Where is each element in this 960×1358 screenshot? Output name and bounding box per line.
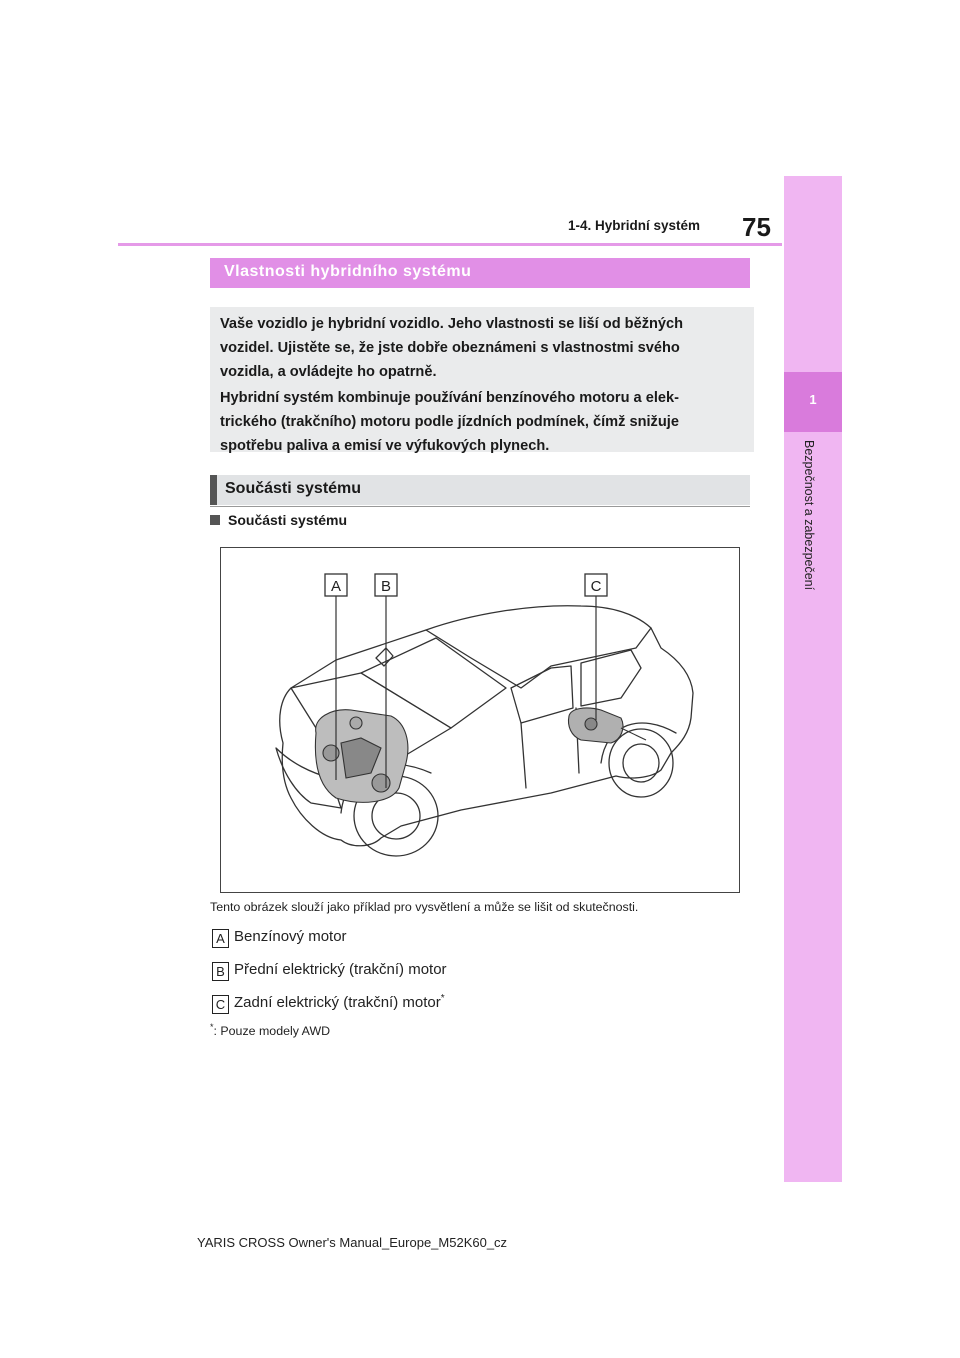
square-bullet-icon [210,515,220,525]
legend-key: B [212,962,229,981]
legend-text: Benzínový motor [234,928,347,945]
legend-item [212,993,445,1013]
intro-line: Hybridní systém kombinuje používání benzínového motoru a elek- [220,390,679,406]
intro-line: spotřebu paliva a emisí ve výfukových plynech. [220,438,550,454]
callout-label-b: B [380,578,392,595]
main-heading-text: Vlastnosti hybridního systému [224,263,472,280]
footnote-mark: * [210,1022,214,1032]
vehicle-drawing [221,548,741,894]
intro-line: vozidla, a ovládejte ho opatrně. [220,364,437,380]
callout-box-b [375,574,397,596]
figure-caption: Tento obrázek slouží jako příklad pro vysvětlení a může se lišit od skutečnosti. [210,900,639,914]
sub-heading-rule [210,506,750,507]
header-rule [118,243,782,246]
car-roof [426,628,651,688]
rear-wheel-hub [623,744,659,782]
intro-line: trického (trakčního) motoru podle jízdních podmínek, čímž snižuje [220,414,679,430]
legend-text: Přední elektrický (trakční) motor [234,961,447,978]
footnote-text: : Pouze modely AWD [213,1024,331,1039]
rear-motor [569,708,647,743]
legend-key: C [212,995,229,1014]
bullet-heading-text: Součásti systému [228,512,348,528]
legend-key: A [212,929,229,948]
intro-line: Vaše vozidlo je hybridní vozidlo. Jeho vlastnosti se liší od běžných [220,316,684,332]
car-mirror [376,648,393,666]
intro-line: vozidel. Ujistěte se, že jste dobře obeznámeni s vlastnostmi svého [220,340,680,356]
legend-text: Zadní elektrický (trakční) motor [234,994,441,1011]
footnote-mark: * [440,993,445,1004]
vehicle-illustration [220,547,740,893]
callout-box-a [325,574,347,596]
page-number: 75 [742,212,771,242]
engine-block [315,710,407,803]
callout-label-a: A [330,578,342,595]
legend-item [212,961,447,981]
section-title: 1-4. Hybridní systém [567,218,700,233]
chapter-number: 1 [809,392,817,407]
chapter-title: Bezpečnost a zabezpečení [802,440,816,591]
rear-wheel [609,729,673,797]
page-footer: YARIS CROSS Owner's Manual_Europe_M52K60_cz [197,1235,508,1250]
intro-box [210,307,754,452]
car-side-window [511,666,573,723]
car-door-line [521,723,526,788]
chapter-side-tab [784,176,842,1182]
footnote [210,1022,330,1038]
callout-box-c [585,574,607,596]
sub-heading-text: Součásti systému [225,480,362,497]
callout-label-c: C [590,578,602,595]
sub-heading [210,475,750,505]
bullet-heading [210,512,347,528]
main-heading [210,258,750,288]
legend-item [212,928,347,948]
